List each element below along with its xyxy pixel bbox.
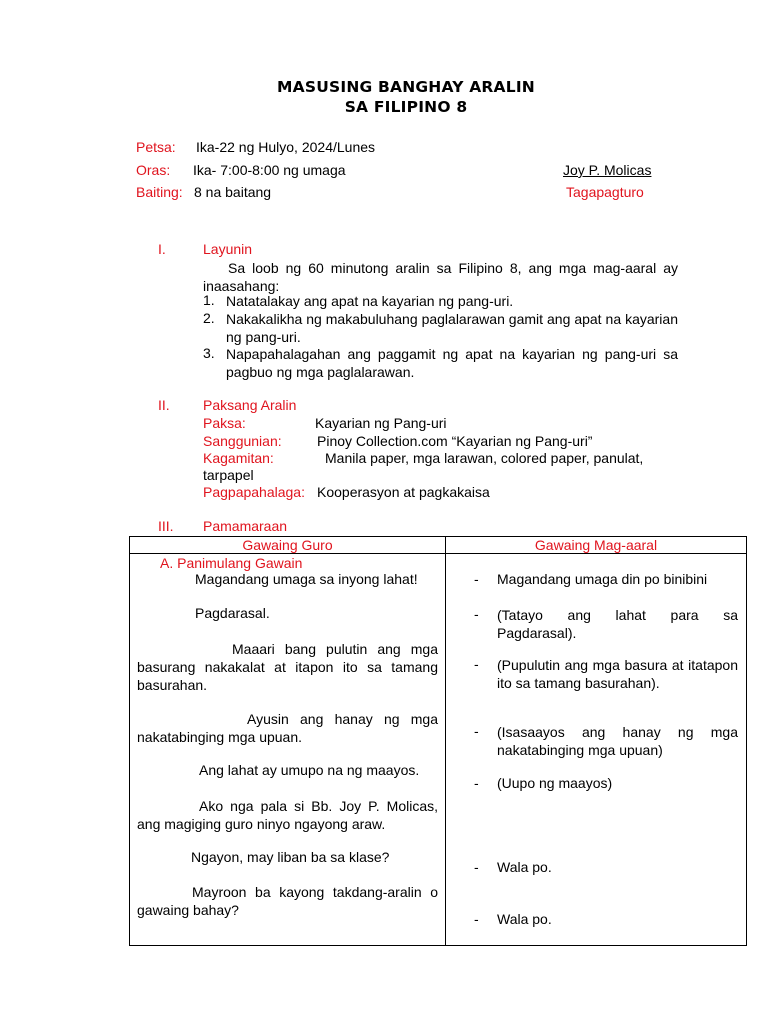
panimulang-gawain-heading: A. Panimulang Gawain: [160, 555, 303, 571]
magaaral-bullet-3: -: [474, 656, 479, 672]
sanggunian-value: Pinoy Collection.com “Kayarian ng Pang-uri”: [317, 433, 593, 449]
guro-item-4: Ayusin ang hanay ng mga nakatabinging mga upuan.: [137, 711, 438, 745]
kagamitan-value: Manila paper, mga larawan, colored paper, panulat,: [325, 450, 644, 466]
objective-1-number: 1.: [203, 292, 215, 308]
oras-value: Ika- 7:00-8:00 ng umaga: [193, 162, 346, 178]
objective-2-text: Nakakalikha ng makabuluhang paglalarawan gamit ang apat na kayarian ng pang-uri.: [226, 311, 678, 345]
pagpapahalaga-value: Kooperasyon at pagkakaisa: [317, 484, 490, 500]
sanggunian-label: Sanggunian:: [203, 433, 282, 449]
magaaral-item-3: (Pupulutin ang mga basura at itatapon ito sa tamang basurahan).: [497, 657, 738, 691]
kagamitan-continuation: tarpapel: [203, 467, 254, 483]
magaaral-item-7: Wala po.: [497, 911, 552, 927]
section-1-heading: Layunin: [203, 241, 253, 257]
magaaral-item-6: Wala po.: [497, 859, 552, 875]
document-subtitle: SA FILIPINO 8: [344, 98, 468, 116]
section-1-numeral: I.: [158, 241, 166, 257]
oras-label: Oras:: [136, 162, 171, 178]
baiting-value: 8 na baitang: [194, 184, 272, 200]
magaaral-item-2: (Tatayo ang lahat para sa Pagdarasal).: [497, 607, 738, 641]
section-3-heading: Pamamaraan: [203, 518, 288, 534]
magaaral-item-5: (Uupo ng maayos): [497, 775, 613, 791]
guro-item-2: Pagdarasal.: [195, 605, 270, 621]
col-guro-header: Gawaing Guro: [242, 537, 333, 553]
objective-1-text: Natatalakay ang apat na kayarian ng pang-uri.: [226, 293, 514, 309]
guro-item-8: Mayroon ba kayong takdang-aralin o gawaing bahay?: [137, 884, 438, 918]
magaaral-item-4: (Isasaayos ang hanay ng mga nakatabinging mga upuan): [497, 724, 738, 758]
paksa-label: Paksa:: [203, 415, 246, 431]
col-magaaral-header: Gawaing Mag-aaral: [534, 537, 658, 553]
kagamitan-label: Kagamitan:: [203, 450, 274, 466]
guro-item-1: Magandang umaga sa inyong lahat!: [195, 571, 418, 587]
magaaral-bullet-6: -: [474, 859, 479, 875]
magaaral-bullet-1: -: [474, 571, 479, 587]
magaaral-bullet-4: -: [474, 723, 479, 739]
guro-item-7: Ngayon, may liban ba sa klase?: [191, 849, 390, 865]
objective-2-number: 2.: [203, 310, 215, 326]
section-1-intro: Sa loob ng 60 minutong aralin sa Filipino 8, ang mga mag-aaral ay inaasahang:: [203, 260, 678, 294]
objective-3-text: Napapahalagahan ang paggamit ng apat na kayarian ng pang-uri sa pagbuo ng mga paglalarawan.: [226, 346, 678, 380]
guro-item-5: Ang lahat ay umupo na ng maayos.: [199, 762, 420, 778]
guro-item-3: Maaari bang pulutin ang mga basurang nakakalat at itapon ito sa tamang basurahan.: [137, 641, 438, 693]
guro-item-6: Ako nga pala si Bb. Joy P. Molicas, ang magiging guro ninyo ngayong araw.: [137, 798, 438, 832]
baiting-label: Baiting:: [136, 184, 183, 200]
table-column-divider: [445, 537, 446, 945]
teacher-role: Tagapagturo: [566, 184, 644, 200]
magaaral-item-1: Magandang umaga din po binibini: [497, 571, 708, 587]
section-2-numeral: II.: [158, 397, 170, 413]
teacher-name: Joy P. Molicas: [563, 162, 652, 178]
paksa-value: Kayarian ng Pang-uri: [315, 415, 447, 431]
petsa-value: Ika-22 ng Hulyo, 2024/Lunes: [196, 139, 376, 155]
section-3-numeral: III.: [158, 518, 174, 534]
document-title: MASUSING BANGHAY ARALIN: [277, 78, 535, 96]
section-2-heading: Paksang Aralin: [203, 397, 297, 413]
petsa-label: Petsa:: [136, 139, 176, 155]
objective-3-number: 3.: [203, 345, 215, 361]
magaaral-bullet-5: -: [474, 775, 479, 791]
magaaral-bullet-7: -: [474, 911, 479, 927]
pagpapahalaga-label: Pagpapahalaga:: [203, 484, 305, 500]
magaaral-bullet-2: -: [474, 606, 479, 622]
